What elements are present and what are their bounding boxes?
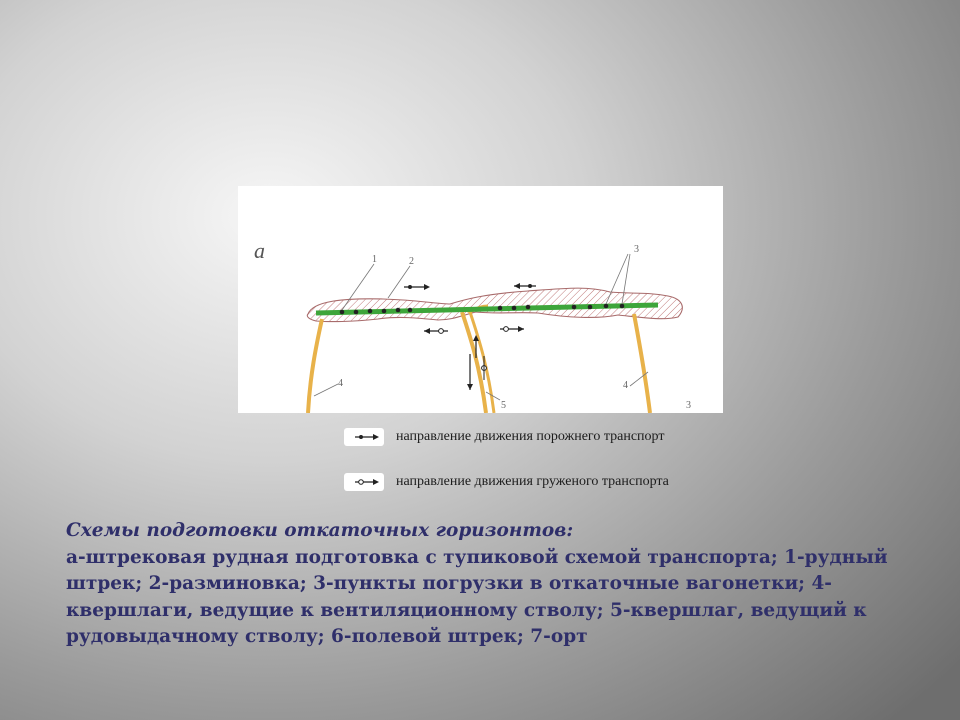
loaded-transport-arrow-icon xyxy=(344,473,384,491)
mine-scheme-figure xyxy=(238,186,723,413)
scheme-svg xyxy=(238,186,723,413)
loaded-transport-arrow-right xyxy=(500,326,524,332)
marker-5: 5 xyxy=(501,400,506,411)
marker-4-right: 4 xyxy=(623,380,628,391)
caption xyxy=(66,518,916,651)
legend-loaded-label: направление движения груженого транспорта xyxy=(396,474,669,489)
legend-row-empty xyxy=(344,428,664,446)
empty-transport-arrow-top xyxy=(404,284,430,290)
caption-title: Схемы подготовки откаточных горизонтов: xyxy=(66,520,574,541)
empty-transport-arrow-middle xyxy=(514,283,536,289)
marker-1: 1 xyxy=(372,254,377,265)
marker-3: 3 xyxy=(634,244,639,255)
empty-transport-arrow-icon xyxy=(344,428,384,446)
crosscut-4-left xyxy=(308,319,322,413)
marker-2: 2 xyxy=(409,256,414,267)
crosscut-4-right xyxy=(634,314,650,413)
legend-empty-label: направление движения порожнего транспорт xyxy=(396,429,665,444)
legend-row-loaded xyxy=(344,473,669,491)
marker-3-bottom: 3 xyxy=(686,400,691,411)
loaded-transport-arrow-left xyxy=(424,328,448,334)
marker-4-left: 4 xyxy=(338,378,343,389)
caption-body: а-штрековая рудная подготовка с тупиковой схемой транспорта; 1-рудный штрек; 2-разминовка; 3-пункты погрузки в откаточные вагонетки; 4-квершлаги, ведущие к вентиляционному стволу; 5-квершлаг, ведущий к рудовыдачному стволу; 6-полевой штрек; 7-орт xyxy=(66,546,888,647)
figure-label-a: а xyxy=(254,238,265,263)
